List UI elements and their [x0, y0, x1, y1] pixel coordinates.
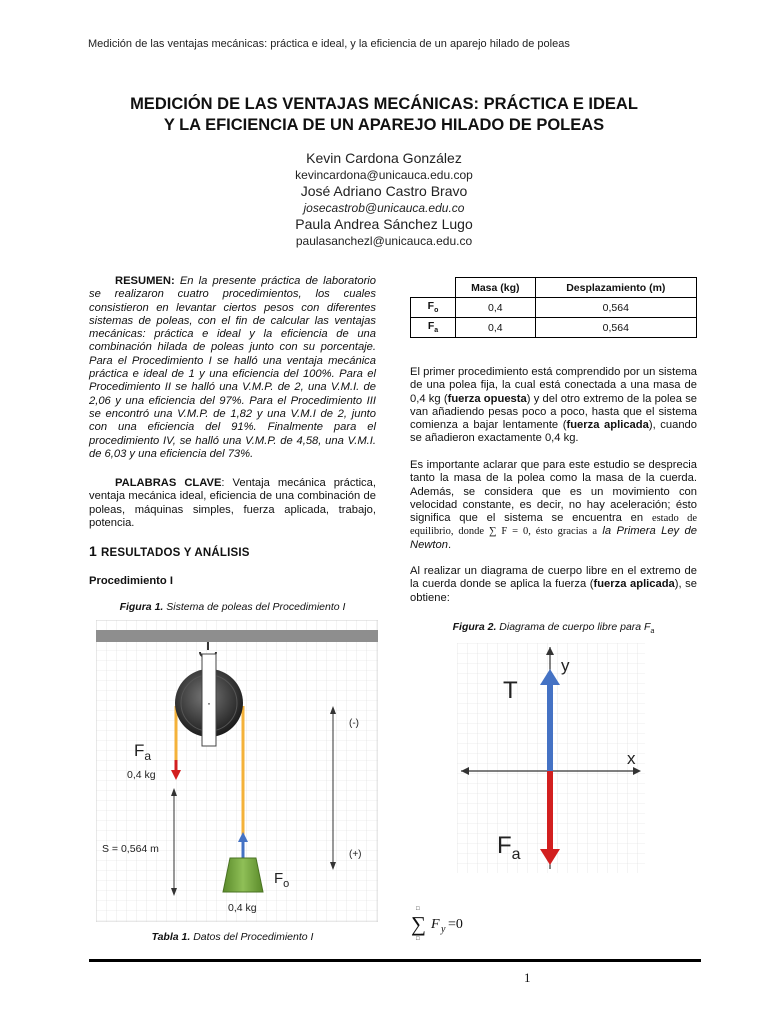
table-header-row — [411, 278, 697, 298]
fo-label: $F_o$ — [274, 870, 290, 890]
keywords — [89, 477, 376, 530]
table-cell-mass: 0,4 — [456, 298, 536, 318]
table-1 — [410, 277, 697, 338]
author-block — [60, 150, 708, 249]
figure-2-free-body-diagram — [457, 643, 645, 873]
equation-sub: y — [441, 924, 446, 935]
figure-1-caption-text: Sistema de poleas del Procedimiento I — [166, 601, 346, 613]
table-row-label: $F_o$ — [411, 298, 456, 318]
paragraph-1: El primer procedimiento está comprendido por un sistema de una polea fija, la cual está conectada a una masa de 0,4 kg (fuerza opuesta) y del otro extremo de la polea se van añadiendo pesas poco a poco, hasta que el sistema comienza a bajar lentamente (fuerza aplicada), cuando se añadieron exactamente 0,4 kg. — [410, 366, 698, 445]
keywords-text: : Ventaja mecánica práctica, ventaja mecánica ideal, eficiencia de una combinación de poleas, máquinas simples, fuerza aplicada, trabajo, potencia. — [89, 477, 376, 529]
table-corner — [411, 278, 456, 298]
paper-title — [60, 94, 708, 136]
equation-f: F — [431, 917, 440, 932]
table-cell-displacement: 0,564 — [535, 298, 696, 318]
ceiling — [96, 630, 378, 642]
section-number: 1 — [89, 543, 97, 559]
author-email: kevincardona@unicauca.edu.cop — [295, 168, 473, 182]
equation-rest: =0 — [448, 917, 463, 932]
equation-sum: ∑ — [411, 912, 426, 936]
figure-1-pulley-diagram — [96, 620, 378, 922]
x-axis-label: x — [627, 749, 636, 768]
table-header-displacement: Desplazamiento (m) — [535, 278, 696, 298]
author-name: José Adriano Castro Bravo — [300, 183, 468, 199]
displacement-label: S = 0,564 m — [102, 843, 159, 855]
applied-force-label: $F_a$ — [497, 832, 521, 863]
table-row — [411, 318, 697, 338]
table-cell-displacement: 0,564 — [535, 318, 696, 338]
table-row — [411, 298, 697, 318]
applied-force-vector — [547, 771, 553, 851]
running-header: Medición de las ventajas mecánicas: práctica e ideal, y la eficiencia de un aparejo hilado de poleas — [88, 38, 570, 50]
figure-2-caption: Figura 2. Diagrama de cuerpo libre para $F_a$ — [452, 621, 655, 636]
plus-label: (+) — [349, 849, 362, 860]
minus-label: (-) — [349, 718, 359, 729]
equation-box-top: □ — [416, 906, 420, 912]
equilibrium-equation — [411, 906, 501, 946]
y-axis-label: y — [561, 656, 570, 675]
paragraph-2: Es importante aclarar que para este estudio se desprecia tanto la masa de la polea como la masa de la cuerda. Además, se considera que es un movimiento con velocidad constante, es decir, no hay aceleración; ésto significa que el sistema se encuentra en estado de equilibrio, donde ∑ F = 0, ésto gracias a la Primera Ley de Newton. — [410, 459, 697, 551]
figure-2-caption-text: Diagrama de cuerpo libre para F — [499, 621, 651, 633]
author-email: paulasanchezl@unicauca.edu.co — [295, 234, 473, 248]
mass-block — [223, 858, 263, 892]
fo-mass-label: 0,4 kg — [228, 902, 257, 914]
figure-1-label: Figura 1. — [119, 601, 164, 613]
table-header-mass: Masa (kg) — [456, 278, 536, 298]
abstract — [89, 275, 376, 461]
figure-1-caption — [89, 601, 376, 613]
subsection-heading: Procedimiento I — [89, 575, 173, 587]
fa-label: $F_a$ — [134, 741, 152, 763]
table-1-label: Tabla 1. — [151, 931, 191, 943]
section-title: RESULTADOS Y ANÁLISIS — [101, 547, 250, 559]
table-1-caption-text: Datos del Procedimiento I — [193, 931, 314, 943]
table-cell-mass: 0,4 — [456, 318, 536, 338]
author-name: Kevin Cardona González — [306, 150, 462, 166]
keywords-label: PALABRAS CLAVE — [115, 477, 222, 489]
tension-vector — [547, 683, 553, 771]
footer-rule — [89, 959, 701, 962]
pulley-axle-label: · — [207, 696, 211, 710]
abstract-label: RESUMEN: — [115, 275, 175, 287]
fa-mass-label: 0,4 kg — [127, 769, 156, 781]
author-name: Paula Andrea Sánchez Lugo — [295, 216, 473, 232]
tension-label: T — [503, 677, 518, 704]
figure-2-label: Figura 2. — [452, 621, 497, 633]
table-row-label: $F_a$ — [411, 318, 456, 338]
author-email: josecastrob@unicauca.edu.co — [303, 201, 465, 215]
abstract-text: En la presente práctica de laboratorio se realizaron cuatro procedimientos, los cuales consistieron en levantar ciertos pesos con diferentes sistemas de poleas, con el fin de calcular las ventajas mecánicas: práctica e ideal y la eficiencia de una combinación hilada de poleas junto con su porcentaje. Para el Procedimiento I se halló una ventaja mecánica práctica e ideal de 1 y una eficiencia del 100%. Para el Procedimiento II se halló una V.M.P. de 2, una V.M.I. de 2,06 y una eficiencia del 97%. Para el Procedimiento III se encontró una V.M.P. de 1,82 y una V.M.I de 2, junto con una eficiencia del 91%. Finalmente para el procedimiento IV, se halló una V.M.P. de 4,58, una V.M.I. de 6,03 y una eficiencia del 73%. — [89, 275, 376, 460]
section-heading — [89, 543, 376, 559]
title-line-1: MEDICIÓN DE LAS VENTAJAS MECÁNICAS: PRÁCTICA E IDEAL — [130, 95, 638, 113]
title-line-2: Y LA EFICIENCIA DE UN APAREJO HILADO DE POLEAS — [163, 116, 605, 134]
paragraph-3: Al realizar un diagrama de cuerpo libre en el extremo de la cuerda donde se aplica la fuerza (fuerza aplicada), se obtiene: — [410, 565, 697, 604]
equation-box-bottom: □ — [416, 936, 420, 942]
table-1-caption — [89, 931, 376, 943]
page-number: 1 — [524, 970, 531, 985]
